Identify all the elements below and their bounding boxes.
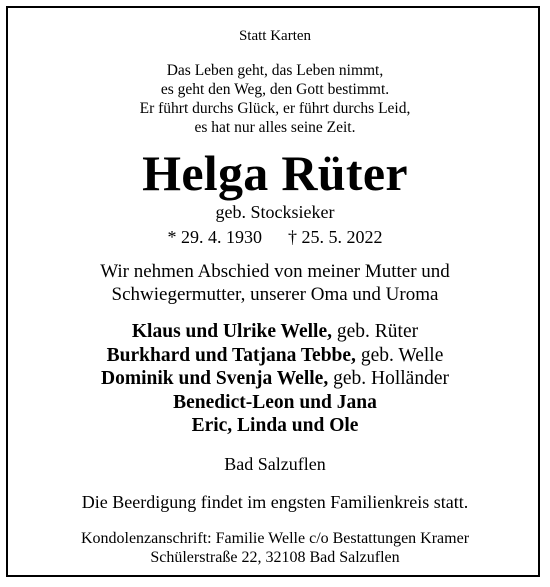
family-names: Burkhard und Tatjana Tebbe, <box>106 344 356 366</box>
life-dates <box>8 226 542 248</box>
place-name: Bad Salzuflen <box>224 453 326 474</box>
maiden-name: geb. Stocksieker <box>215 202 335 222</box>
poem-line: es hat nur alles seine Zeit. <box>194 119 356 136</box>
family-member-line <box>8 414 542 438</box>
condolence-line: Kondolenzanschrift: Familie Welle c/o Bestattungen Kramer <box>80 529 470 547</box>
family-names: Eric, Linda und Ole <box>191 415 359 436</box>
family-names: Dominik und Svenja Welle, <box>101 368 329 389</box>
family-maiden: geb. Holländer <box>328 368 449 389</box>
poem-line: es geht den Weg, den Gott bestimmt. <box>160 81 390 98</box>
statt-karten-label: Statt Karten <box>238 28 312 44</box>
condolence-line: Schülerstraße 22, 32108 Bad Salzuflen <box>150 549 400 566</box>
family-maiden: geb. Welle <box>355 344 444 366</box>
family-names: Klaus und Ulrike Welle, <box>131 321 332 342</box>
death-date: † 25. 5. 2022 <box>288 227 383 247</box>
family-member-line <box>8 344 542 368</box>
poem-line: Das Leben geht, das Leben nimmt, <box>166 62 384 79</box>
farewell-line: Wir nehmen Abschied von meiner Mutter und <box>100 261 450 282</box>
deceased-name: Helga Rüter <box>142 145 408 201</box>
family-member-line <box>8 391 542 415</box>
obituary-notice <box>8 8 542 568</box>
family-list <box>8 320 542 438</box>
family-names: Benedict-Leon und Jana <box>173 391 377 413</box>
farewell-text <box>8 261 542 306</box>
farewell-line: Schwiegermutter, unserer Oma und Uroma <box>111 283 439 305</box>
family-member-line <box>8 367 542 391</box>
condolence-address <box>8 529 542 568</box>
family-member-line <box>8 320 542 344</box>
birth-date: * 29. 4. 1930 <box>167 227 262 247</box>
poem <box>8 61 542 137</box>
funeral-note: Die Beerdigung findet im engsten Familienkreis statt. <box>81 491 469 512</box>
poem-line: Er führt durchs Glück, er führt durchs Leid, <box>139 100 411 117</box>
family-maiden: geb. Rüter <box>332 321 419 342</box>
